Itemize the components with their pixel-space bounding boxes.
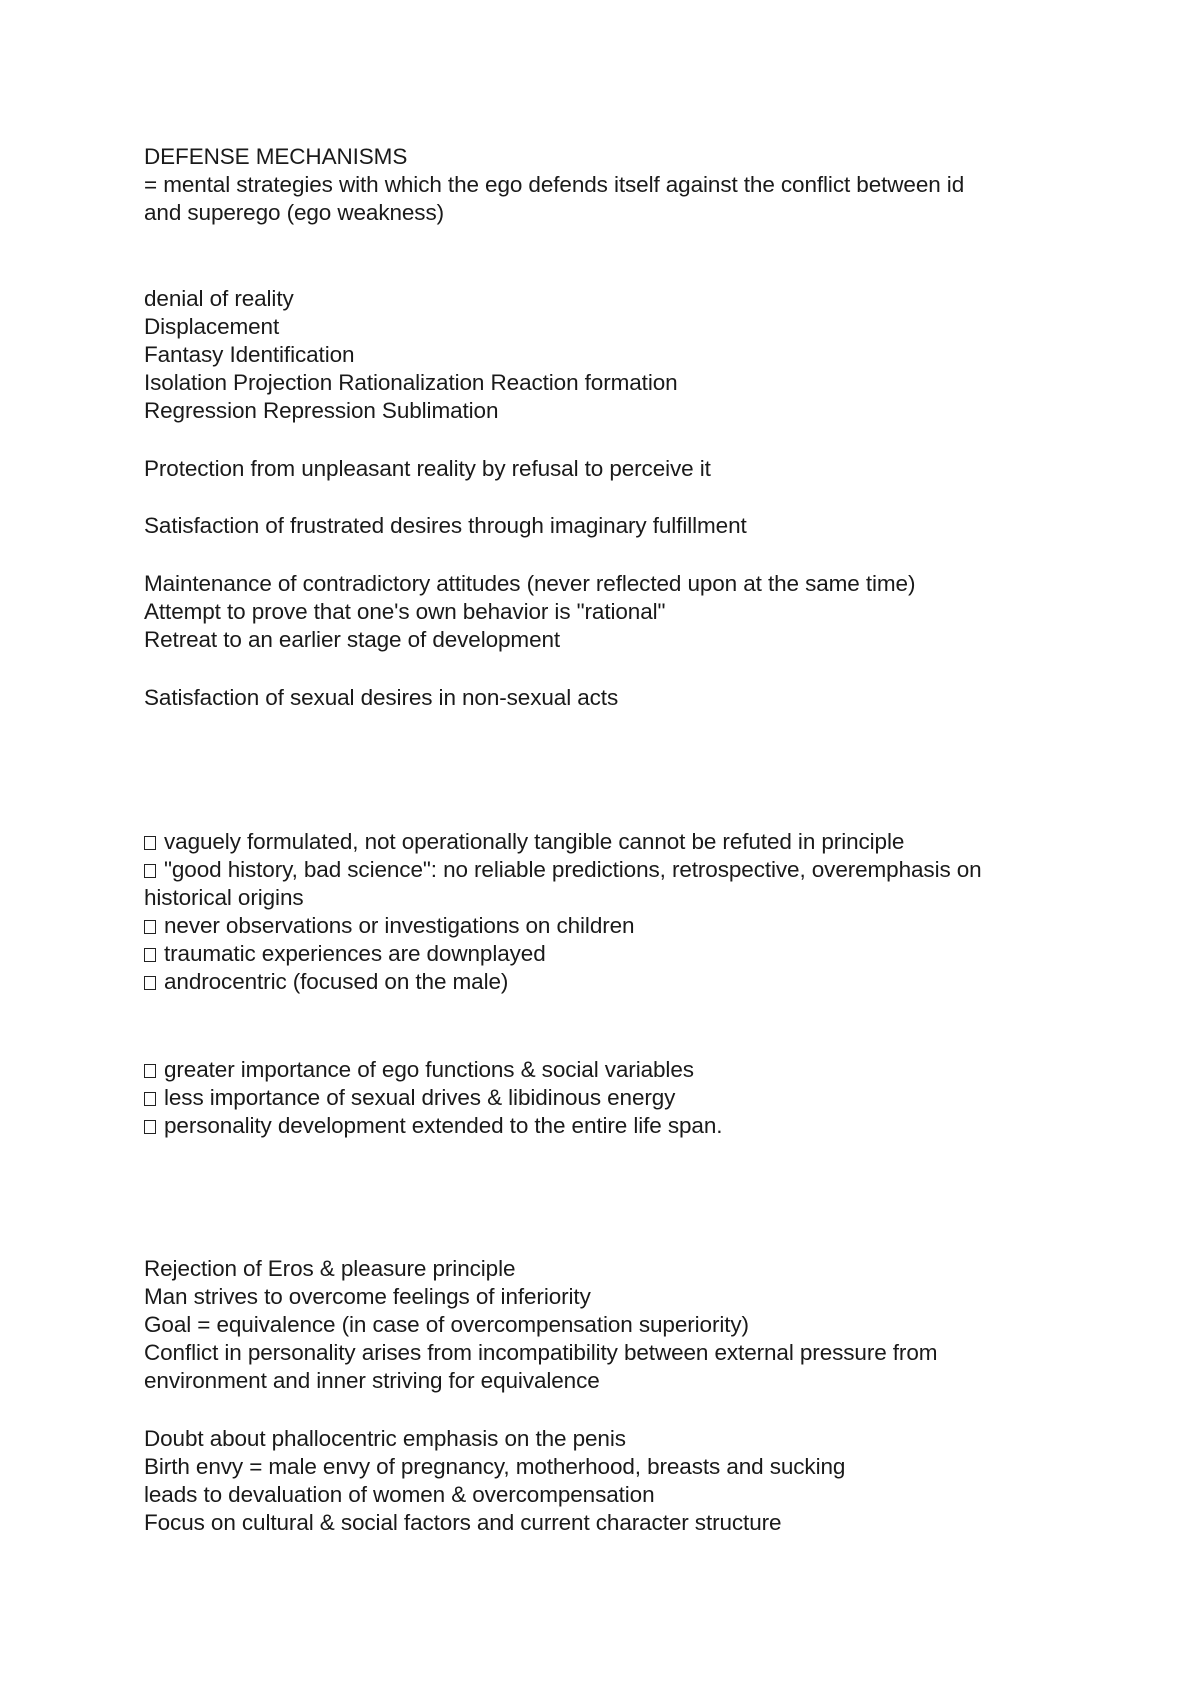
adler-line-2: Man strives to overcome feelings of inferiority	[144, 1284, 591, 1309]
mechanism-line-1: denial of reality	[144, 286, 294, 311]
criticism-text: vaguely formulated, not operationally tangible cannot be refuted in principle	[164, 829, 905, 854]
checkbox-glyph-icon	[144, 948, 156, 962]
neo-freudian-item	[144, 1056, 694, 1084]
description-regression: Retreat to an earlier stage of development	[144, 627, 561, 652]
neo-freudian-item	[144, 1112, 722, 1140]
description-fantasy: Satisfaction of frustrated desires through imaginary fulfillment	[144, 513, 747, 538]
neo-freudian-text: less importance of sexual drives & libidinous energy	[164, 1085, 676, 1110]
checkbox-glyph-icon	[144, 836, 156, 850]
description-isolation: Maintenance of contradictory attitudes (never reflected upon at the same time)	[144, 571, 916, 596]
horney-line-3: leads to devaluation of women & overcompensation	[144, 1482, 655, 1507]
mechanism-line-5: Regression Repression Sublimation	[144, 398, 499, 423]
adler-line-3: Goal = equivalence (in case of overcompensation superiority)	[144, 1312, 749, 1337]
criticism-text: "good history, bad science": no reliable predictions, retrospective, overemphasis on	[164, 857, 982, 882]
neo-freudian-text: personality development extended to the entire life span.	[164, 1113, 723, 1138]
horney-line-2: Birth envy = male envy of pregnancy, motherhood, breasts and sucking	[144, 1454, 846, 1479]
criticism-item	[144, 912, 634, 940]
criticism-text: androcentric (focused on the male)	[164, 969, 509, 994]
checkbox-glyph-icon	[144, 1120, 156, 1134]
description-sublimation: Satisfaction of sexual desires in non-sexual acts	[144, 685, 619, 710]
horney-line-4: Focus on cultural & social factors and current character structure	[144, 1510, 782, 1535]
neo-freudian-item	[144, 1084, 675, 1112]
criticism-item	[144, 856, 982, 884]
adler-line-1: Rejection of Eros & pleasure principle	[144, 1256, 516, 1281]
checkbox-glyph-icon	[144, 1092, 156, 1106]
checkbox-glyph-icon	[144, 920, 156, 934]
criticism-item	[144, 968, 508, 996]
neo-freudian-text: greater importance of ego functions & social variables	[164, 1057, 694, 1082]
adler-line-5: environment and inner striving for equivalence	[144, 1368, 600, 1393]
adler-line-4: Conflict in personality arises from incompatibility between external pressure from	[144, 1340, 938, 1365]
page-title: DEFENSE MECHANISMS	[144, 144, 408, 169]
mechanism-line-2: Displacement	[144, 314, 280, 339]
criticism-text: never observations or investigations on children	[164, 913, 635, 938]
mechanism-line-4: Isolation Projection Rationalization Reaction formation	[144, 370, 678, 395]
horney-line-1: Doubt about phallocentric emphasis on the penis	[144, 1426, 626, 1451]
mechanism-line-3: Fantasy Identification	[144, 342, 355, 367]
description-rationalization: Attempt to prove that one's own behavior is "rational"	[144, 599, 666, 624]
definition-line-2: and superego (ego weakness)	[144, 200, 444, 225]
checkbox-glyph-icon	[144, 864, 156, 878]
criticism-item	[144, 828, 904, 856]
criticism-item	[144, 940, 546, 968]
checkbox-glyph-icon	[144, 976, 156, 990]
description-denial: Protection from unpleasant reality by refusal to perceive it	[144, 456, 711, 481]
criticism-continuation: historical origins	[144, 885, 304, 910]
checkbox-glyph-icon	[144, 1064, 156, 1078]
definition-line-1: = mental strategies with which the ego defends itself against the conflict between id	[144, 172, 965, 197]
criticism-text: traumatic experiences are downplayed	[164, 941, 546, 966]
